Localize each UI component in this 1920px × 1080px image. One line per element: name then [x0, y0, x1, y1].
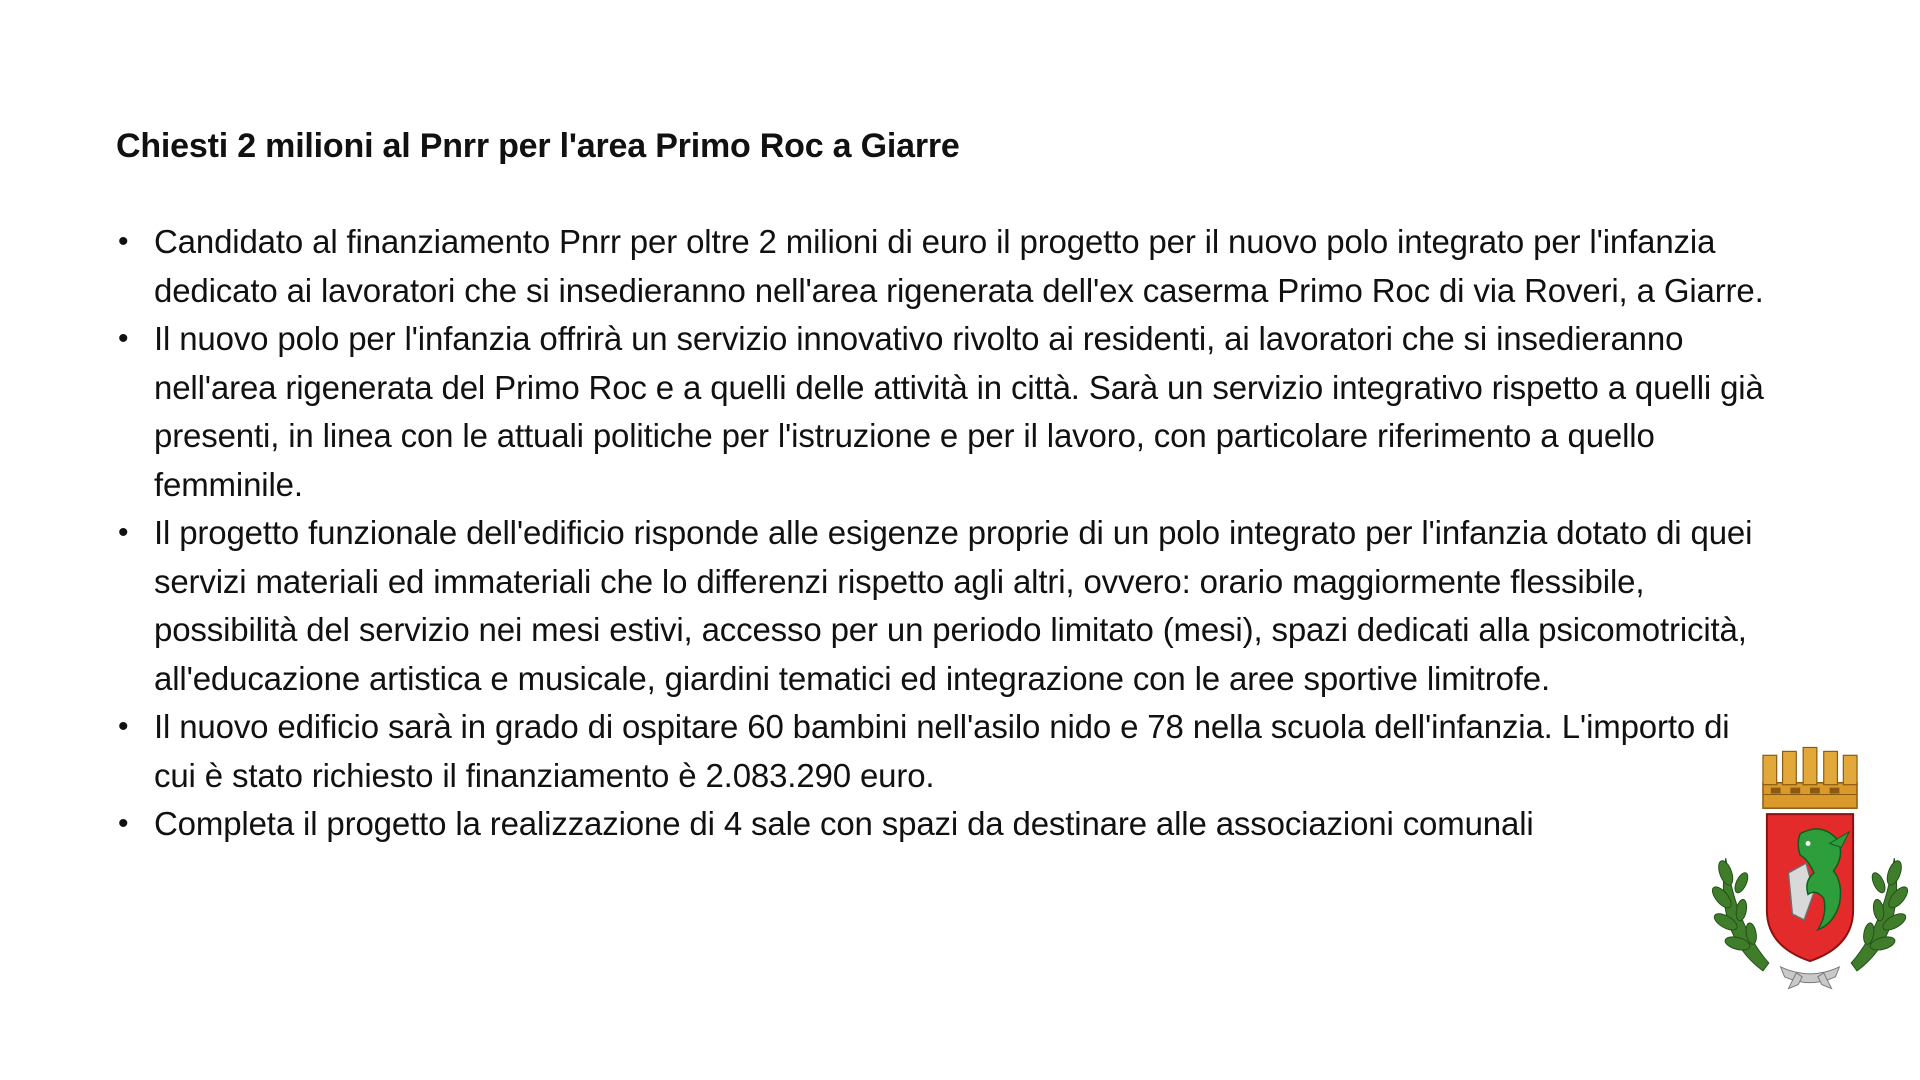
ribbon: [1781, 967, 1840, 989]
slide-title: Chiesti 2 milioni al Pnrr per l'area Primo Roc a Giarre: [116, 127, 960, 165]
bullet-marker: •: [118, 322, 129, 355]
giarre-coat-of-arms-icon: [1712, 744, 1908, 992]
list-item: [116, 800, 1776, 849]
bullet-marker: •: [118, 710, 129, 743]
bullet-marker: •: [118, 225, 129, 258]
list-item: [116, 218, 1776, 315]
crown: [1763, 747, 1857, 808]
bullet-text: Candidato al finanziamento Pnrr per oltre 2 milioni di euro il progetto per il nuovo polo integrato per l'infanzia dedicato ai lavoratori che si insedieranno nell'area rigenerata dell'ex caserma Primo Roc di via Roveri, a Giarre.: [154, 223, 1764, 309]
list-item: [116, 703, 1776, 800]
bullet-list: [116, 218, 1776, 849]
list-item: [116, 315, 1776, 509]
list-item: [116, 509, 1776, 703]
bullet-marker: •: [118, 516, 129, 549]
shield: [1767, 814, 1853, 961]
bullet-text: Il nuovo edificio sarà in grado di ospitare 60 bambini nell'asilo nido e 78 nella scuola dell'infanzia. L'importo di cui è stato richiesto il finanziamento è 2.083.290 euro.: [154, 708, 1730, 794]
bullet-text: Il nuovo polo per l'infanzia offrirà un servizio innovativo rivolto ai residenti, ai lavoratori che si insedieranno nell'area rigenerata del Primo Roc e a quelli delle attività in città. Sarà un servizio integrativo rispetto a quelli già presenti, in linea con le attuali politiche per l'istruzione e per il lavoro, con particolare riferimento a quello femminile.: [154, 320, 1764, 503]
bullet-marker: •: [118, 807, 129, 840]
bullet-text: Il progetto funzionale dell'edificio risponde alle esigenze proprie di un polo integrato per l'infanzia dotato di quei servizi materiali ed immateriali che lo differenzi rispetto agli altri, ovvero: orario maggiormente flessibile, possibilità del servizio nei mesi estivi, accesso per un periodo limitato (mesi), spazi dedicati alla psicomotricità, all'educazione artistica e musicale, giardini tematici ed integrazione con le aree sportive limitrofe.: [154, 514, 1753, 697]
bullet-text: Completa il progetto la realizzazione di 4 sale con spazi da destinare alle associazioni comunali: [154, 805, 1534, 842]
